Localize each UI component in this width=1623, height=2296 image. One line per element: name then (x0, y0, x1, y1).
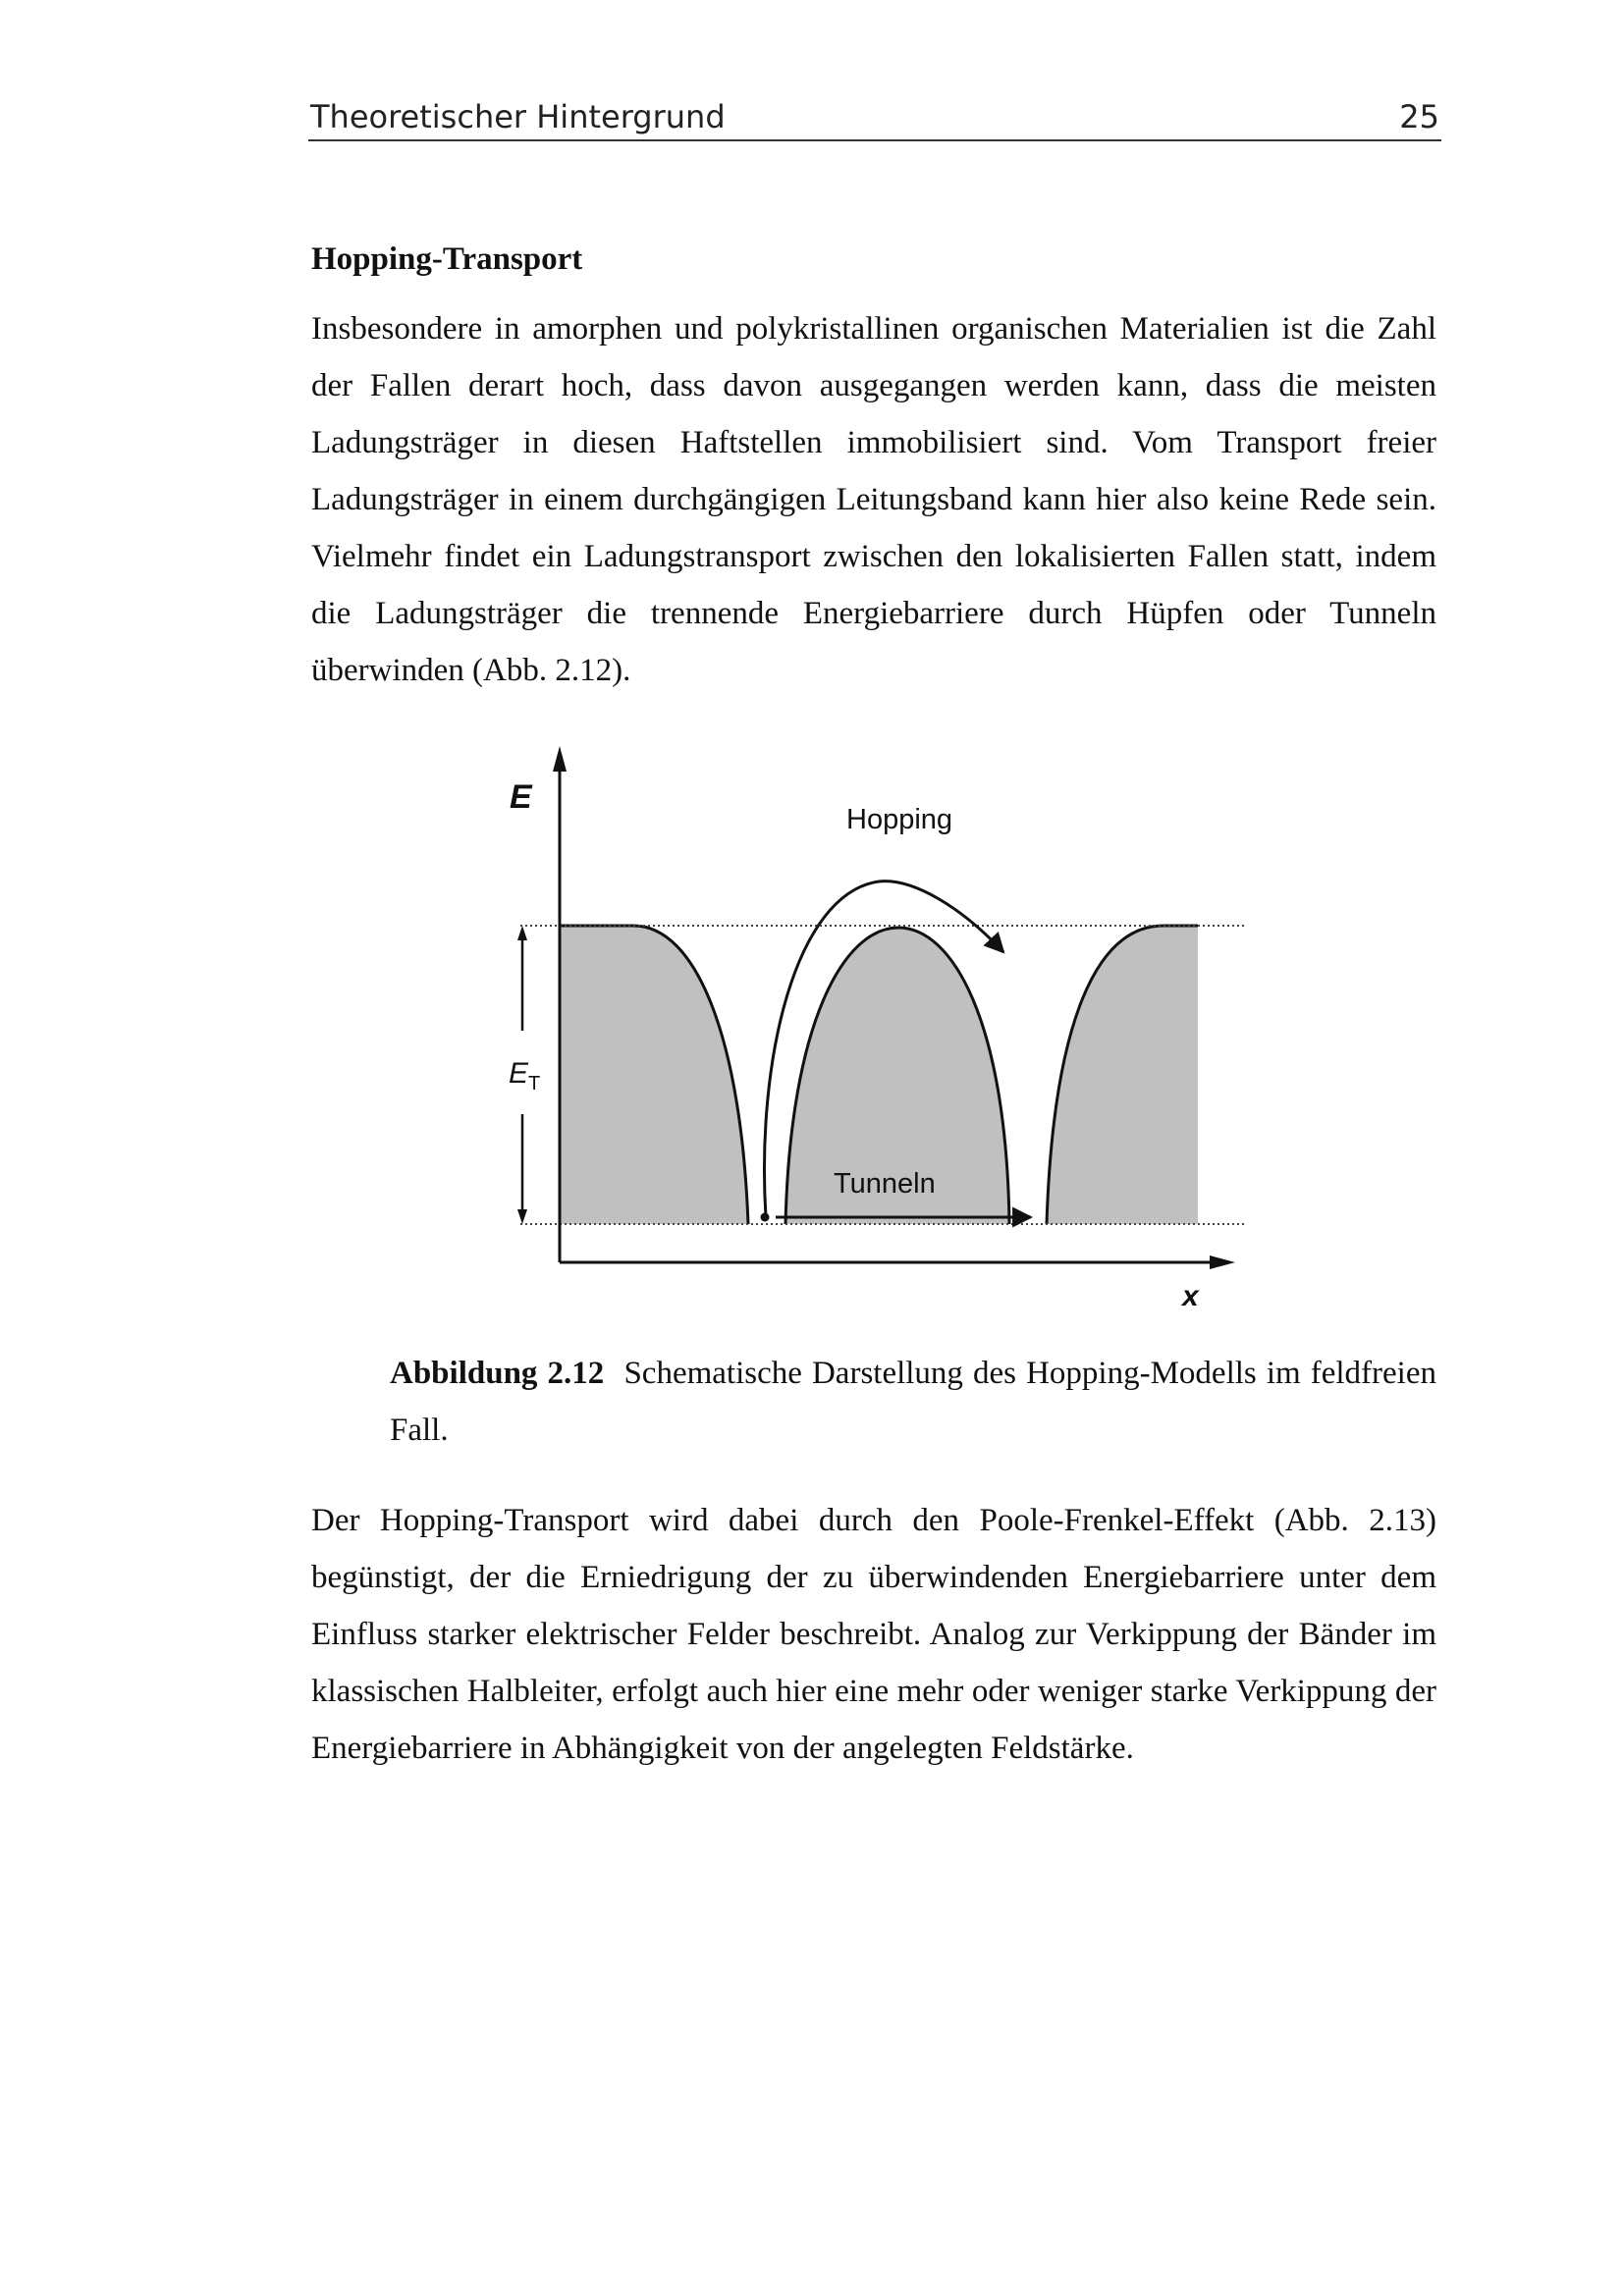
y-axis-arrowhead (553, 746, 567, 772)
axis-y-label: E (510, 778, 532, 816)
running-title: Theoretischer Hintergrund (310, 98, 726, 135)
figure-caption (390, 1345, 1436, 1459)
carrier-dot (761, 1213, 770, 1222)
et-arrowhead-top (517, 926, 527, 940)
paragraph-poole-frenkel: Der Hopping-Transport wird dabei durch den Poole-Frenkel-Effekt (Abb. 2.13) begünstigt, der die Erniedrigung der zu überwindenden Energiebarriere unter dem Einfluss starker elektrischer Felder beschreibt. Analog zur Verkippung der Bänder im klassischen Halbleiter, erfolgt auch hier eine mehr oder weniger starke Verkippung der Energiebarriere in Abhängigkeit von der angelegten Feldstärke. (311, 1503, 1436, 1766)
et-label: $E_T$ (509, 1057, 541, 1095)
axis-x-label: x (1182, 1280, 1199, 1312)
page-header (308, 94, 1441, 141)
tunneling-label: Tunneln (834, 1168, 936, 1200)
page-number: 25 (1399, 98, 1439, 135)
x-axis-arrowhead (1210, 1255, 1235, 1269)
caption-text: Schematische Darstellung des Hopping-Modells im feldfreien Fall. (390, 1356, 1437, 1448)
hopping-diagram (491, 736, 1276, 1315)
figure-hopping-model (491, 736, 1276, 1315)
barrier-left (560, 926, 748, 1224)
et-arrowhead-bottom (517, 1209, 527, 1224)
section-heading: Hopping-Transport (311, 241, 583, 277)
caption-label: Abbildung 2.12 (390, 1356, 605, 1391)
hopping-label: Hopping (846, 804, 953, 835)
paragraph-intro: Insbesondere in amorphen und polykristallinen organischen Materialien ist die Zahl der Fallen derart hoch, dass davon ausgegangen werden kann, dass die meisten Ladungsträger in diesen Haftstellen immobilisiert sind. Vom Transport freier Ladungsträger in einem durchgängigen Leitungsband kann hier also keine Rede sein. Vielmehr findet ein Ladungstransport zwischen den lokalisierten Fallen statt, indem die Ladungsträger die trennende Energiebarriere durch Hüpfen oder Tunneln überwinden (Abb. 2.12). (311, 311, 1436, 688)
barrier-right (1047, 926, 1198, 1224)
